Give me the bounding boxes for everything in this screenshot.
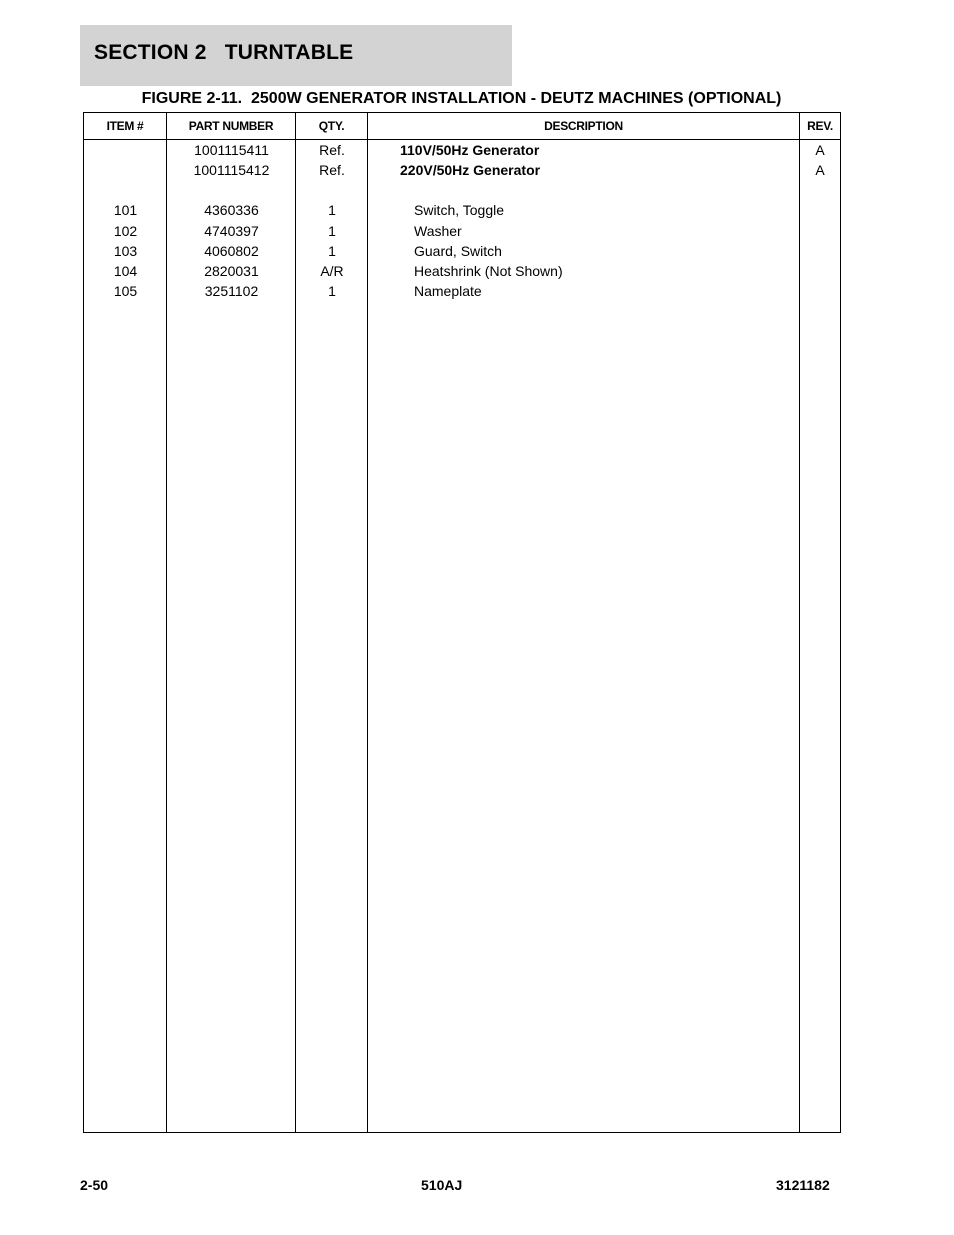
rev-cell: A — [815, 142, 825, 158]
table-row — [84, 261, 840, 281]
table-row — [84, 200, 840, 220]
parts-table — [83, 112, 841, 1133]
table-row — [84, 221, 840, 241]
table-row — [84, 140, 840, 160]
description-cell: Guard, Switch — [414, 242, 502, 259]
part-number-cell: 1001115412 — [193, 162, 270, 179]
description-cell: 220V/50Hz Generator — [400, 162, 541, 179]
model-name: 510AJ — [421, 1177, 463, 1193]
document-number: 3121182 — [776, 1177, 830, 1193]
part-number-cell: 4360336 — [204, 202, 259, 219]
header-qty: QTY. — [318, 119, 345, 133]
item-cell: 104 — [113, 262, 138, 279]
qty-cell: Ref. — [319, 142, 345, 158]
header-item: ITEM # — [106, 119, 144, 133]
description-cell: Nameplate — [414, 283, 482, 300]
rev-cell: A — [815, 162, 825, 179]
table-body — [84, 140, 840, 301]
description-cell: Washer — [414, 222, 462, 239]
item-cell: 103 — [113, 242, 138, 259]
part-number-cell: 3251102 — [204, 283, 259, 300]
table-row — [84, 281, 840, 301]
part-number-cell: 1001115411 — [194, 142, 269, 158]
header-part-number: PART NUMBER — [188, 119, 274, 133]
qty-cell: 1 — [328, 202, 336, 219]
figure-title: FIGURE 2-11. 2500W GENERATOR INSTALLATION - DEUTZ MACHINES (OPTIONAL) — [141, 90, 782, 107]
table-row — [84, 241, 840, 261]
qty-cell: A/R — [320, 262, 344, 279]
item-cell: 105 — [113, 283, 138, 300]
item-cell: 101 — [113, 202, 138, 219]
header-rev: REV. — [807, 119, 833, 133]
table-row — [84, 180, 840, 200]
qty-cell: 1 — [328, 222, 336, 239]
table-row — [84, 160, 840, 180]
header-description: DESCRIPTION — [544, 119, 623, 133]
qty-cell: 1 — [328, 283, 336, 300]
part-number-cell: 2820031 — [204, 262, 259, 279]
part-number-cell: 4740397 — [204, 222, 259, 239]
description-cell: 110V/50Hz Generator — [400, 142, 540, 158]
description-cell: Heatshrink (Not Shown) — [414, 262, 563, 279]
section-title: SECTION 2 TURNTABLE — [94, 41, 354, 64]
description-cell: Switch, Toggle — [414, 202, 505, 219]
item-cell: 102 — [113, 222, 138, 239]
qty-cell: 1 — [328, 242, 336, 259]
part-number-cell: 4060802 — [204, 242, 259, 259]
qty-cell: Ref. — [319, 162, 345, 179]
page-number: 2-50 — [80, 1177, 109, 1193]
section-banner — [80, 25, 512, 86]
